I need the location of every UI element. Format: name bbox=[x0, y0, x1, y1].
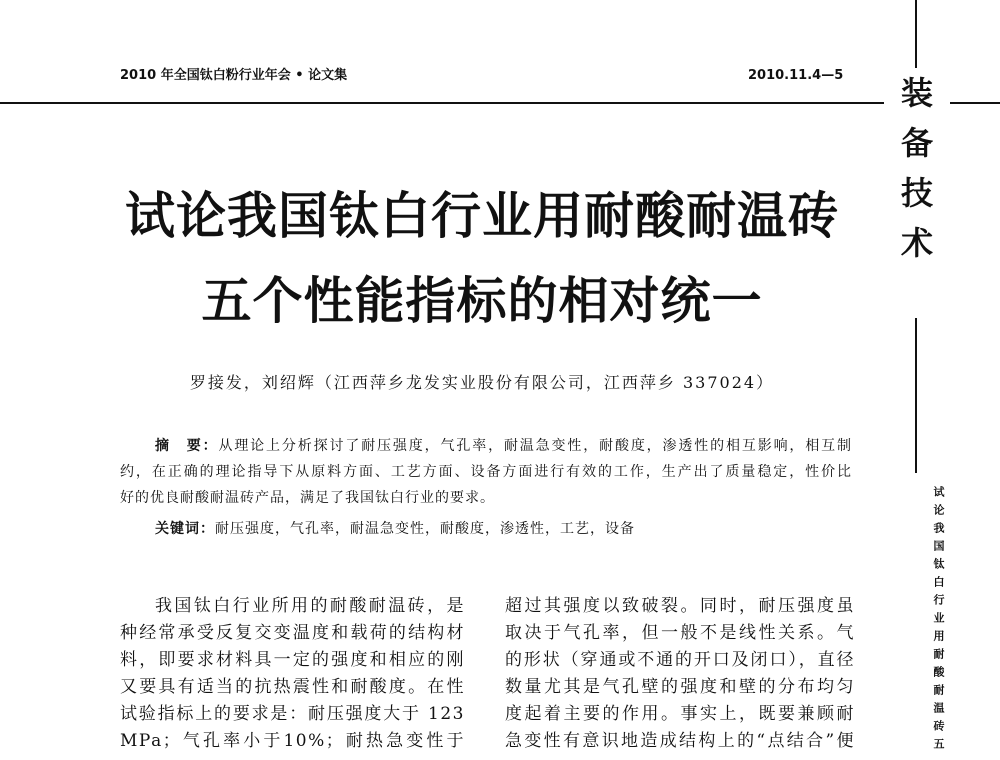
body-line: 种经常承受反复交变温度和载荷的结构材 bbox=[120, 623, 465, 643]
keywords-label: 关键词： bbox=[155, 521, 215, 537]
body-line: 取决于气孔率，但一般不是线性关系。气 bbox=[505, 623, 855, 643]
keywords bbox=[155, 518, 855, 540]
section-label: 装备技术 bbox=[896, 76, 934, 276]
body-line: 又要具有适当的抗热震性和耐酸度。在性 bbox=[120, 677, 465, 697]
keywords-text: 耐压强度，气孔率，耐温急变性，耐酸度，渗透性，工艺，设备 bbox=[215, 521, 635, 537]
header-rule-right bbox=[950, 102, 1000, 104]
body-line: 数量尤其是气孔壁的强度和壁的分布均匀 bbox=[505, 677, 855, 697]
paper-title-line-2: 五个性能指标的相对统一 bbox=[201, 272, 763, 330]
header-rule-left bbox=[0, 102, 884, 104]
abstract-line bbox=[155, 435, 852, 457]
body-line: 的形状（穿通或不通的开口及闭口），直径 bbox=[505, 650, 855, 670]
running-title: 试论我国钛白行业用耐酸耐温砖五 bbox=[932, 486, 945, 756]
body-line: 度起着主要的作用。事实上，既要兼顾耐 bbox=[505, 704, 855, 724]
proceedings-header: 2010 年全国钛白粉行业年会 • 论文集 bbox=[120, 68, 348, 83]
authors-affiliation: 罗接发，刘绍辉（江西萍乡龙发实业股份有限公司，江西萍乡 337024） bbox=[189, 373, 775, 392]
body-column-left bbox=[120, 593, 465, 755]
body-line: 试验指标上的要求是：耐压强度大于 123 bbox=[120, 704, 465, 724]
body-line: 我国钛白行业所用的耐酸耐温砖，是 bbox=[155, 596, 465, 616]
body-line: 超过其强度以致破裂。同时，耐压强度虽 bbox=[505, 596, 855, 616]
conference-date: 2010.11.4—5 bbox=[748, 68, 844, 83]
margin-rule-top bbox=[915, 0, 917, 68]
paper-title-line-1: 试论我国钛白行业用耐酸耐温砖 bbox=[125, 187, 839, 245]
body-line: MPa；气孔率小于10%；耐热急变性于 bbox=[120, 731, 465, 751]
abstract-line: 好的优良耐酸耐温砖产品，满足了我国钛白行业的要求。 bbox=[120, 490, 495, 506]
abstract-label: 摘 要： bbox=[155, 438, 219, 454]
abstract-text: 从理论上分析探讨了耐压强度，气孔率，耐温急变性，耐酸度，渗透性的相互影响，相互制 bbox=[218, 438, 852, 454]
margin-rule-middle bbox=[915, 318, 917, 473]
body-column-right bbox=[505, 593, 855, 755]
abstract-line: 约，在正确的理论指导下从原料方面、工艺方面、设备方面进行有效的工作，生产出了质量稳定，性价比 bbox=[120, 464, 852, 480]
body-line: 料，即要求材料具一定的强度和相应的刚 bbox=[120, 650, 465, 670]
body-line: 急变性有意识地造成结构上的“点结合”便 bbox=[505, 731, 855, 751]
